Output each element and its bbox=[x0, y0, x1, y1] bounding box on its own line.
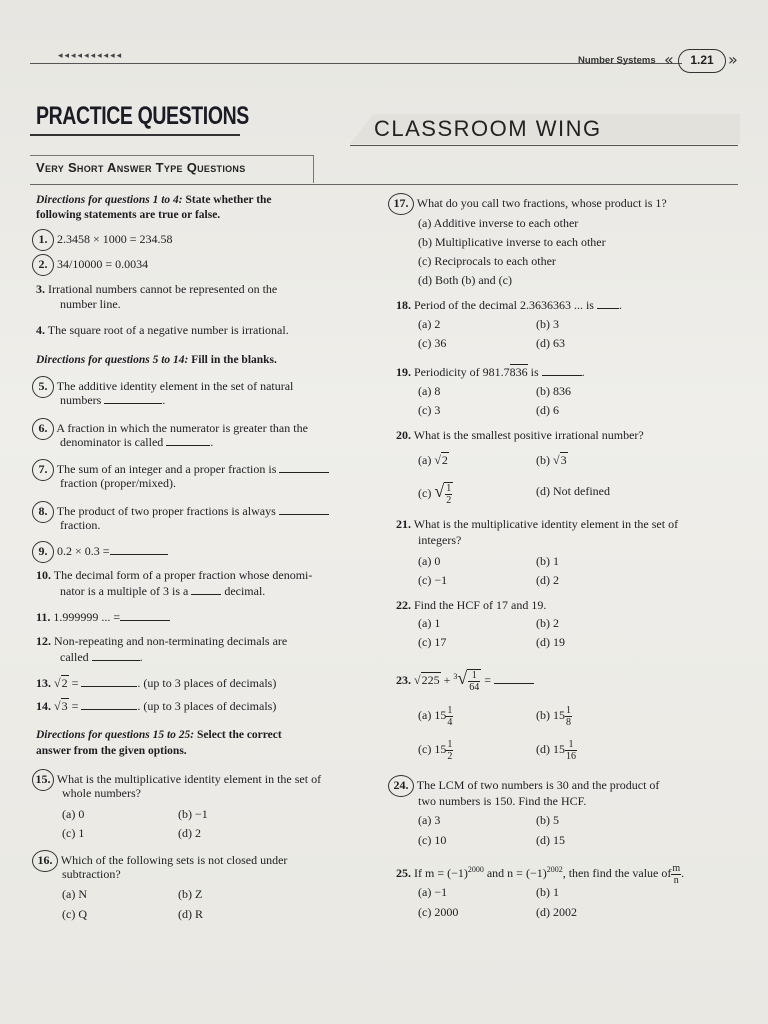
question-11 bbox=[36, 609, 170, 625]
option-c[interactable]: (c) −1 bbox=[418, 573, 448, 587]
option-a[interactable] bbox=[418, 702, 453, 728]
section-heading: Very Short Answer Type Questions bbox=[36, 160, 246, 175]
answer-blank bbox=[191, 583, 221, 595]
option-d[interactable]: (d) Both (b) and (c) bbox=[418, 273, 512, 287]
option-a[interactable]: (a) 3 bbox=[418, 813, 441, 827]
chevron-right-icon: » bbox=[728, 50, 738, 69]
denominator: 16 bbox=[566, 750, 576, 762]
equals-sign: = bbox=[68, 699, 79, 713]
denominator: n bbox=[673, 874, 679, 886]
question-number-circle: 15. bbox=[32, 769, 54, 791]
answer-blank bbox=[92, 649, 140, 661]
option-c[interactable]: (c) Q bbox=[62, 907, 87, 921]
question-text: The decimal form of a proper fraction whose denomi- bbox=[53, 568, 313, 582]
fraction bbox=[467, 669, 481, 693]
answer-blank bbox=[166, 434, 210, 446]
question-10-line2 bbox=[60, 583, 265, 599]
answer-blank bbox=[81, 698, 137, 710]
question-text: called bbox=[60, 650, 89, 664]
numerator: 1 bbox=[468, 670, 480, 682]
question-text: numbers bbox=[60, 393, 102, 407]
directions-3 bbox=[36, 727, 282, 743]
question-text: What is the multiplicative identity element in the set of bbox=[56, 772, 322, 786]
equals-sign: = bbox=[481, 673, 492, 687]
question-number-circle: 24. bbox=[388, 775, 414, 797]
classroom-underline bbox=[350, 145, 738, 146]
question-number-circle: 2. bbox=[32, 254, 54, 276]
option-c[interactable]: (c) 1 bbox=[62, 826, 85, 840]
answer-blank bbox=[597, 297, 619, 309]
numerator: 1 bbox=[566, 704, 571, 716]
option-d[interactable]: (d) R bbox=[178, 907, 203, 921]
question-1 bbox=[36, 229, 173, 251]
option-d[interactable]: (d) 2002 bbox=[536, 905, 577, 919]
option-d[interactable]: (d) 6 bbox=[536, 403, 559, 417]
directions-3-line2: answer from the given options. bbox=[36, 745, 187, 757]
directions-1 bbox=[36, 192, 272, 208]
option-b[interactable]: (b) 836 bbox=[536, 384, 571, 398]
question-text: decimal. bbox=[224, 584, 266, 598]
option-label: (c) bbox=[418, 486, 432, 500]
question-text: 0.2 × 0.3 = bbox=[57, 544, 110, 558]
question-text: A fraction in which the numerator is greater than the bbox=[56, 421, 308, 435]
page-number: 1.21 bbox=[678, 49, 726, 73]
question-25 bbox=[396, 856, 684, 884]
question-number-circle: 6. bbox=[32, 418, 54, 440]
root-index: 3 bbox=[453, 672, 458, 681]
question-4 bbox=[36, 322, 289, 338]
answer-blank bbox=[494, 672, 534, 684]
plus-sign: + bbox=[440, 673, 454, 687]
question-15-line2: whole numbers? bbox=[62, 786, 141, 800]
option-a[interactable]: (a) 8 bbox=[418, 384, 441, 398]
option-a[interactable]: (a) 1 bbox=[418, 616, 441, 630]
option-c[interactable] bbox=[418, 736, 453, 762]
option-b[interactable]: (b) Multiplicative inverse to each other bbox=[418, 235, 606, 249]
classroom-wing-title: CLASSROOM WING bbox=[374, 116, 602, 141]
question-24-line2: two numbers is 150. Find the HCF. bbox=[418, 794, 587, 808]
option-d[interactable] bbox=[536, 736, 577, 762]
option-b[interactable] bbox=[536, 702, 572, 728]
question-number: 19. bbox=[396, 365, 411, 379]
question-text: Find the HCF of 17 and 19. bbox=[414, 598, 547, 612]
question-14: 14. √3 = . (up to 3 places of decimals) bbox=[36, 699, 277, 713]
question-number-circle: 1. bbox=[32, 229, 54, 251]
question-text: Period of the decimal 2.3636363 ... is bbox=[414, 298, 594, 312]
option-d[interactable]: (d) 15 bbox=[536, 833, 565, 847]
question-number: 11. bbox=[36, 610, 51, 624]
chevron-left-icon: « bbox=[664, 50, 674, 69]
directions-3-rest: Select the correct bbox=[194, 729, 282, 741]
question-text: If m = (−1) bbox=[414, 866, 468, 880]
question-number: 23. bbox=[396, 673, 411, 687]
option-c[interactable]: (c) 17 bbox=[418, 635, 447, 649]
option-a[interactable]: (a) √2 bbox=[418, 453, 448, 467]
answer-blank bbox=[279, 461, 329, 473]
option-c[interactable]: (c) 2000 bbox=[418, 905, 459, 919]
question-text: What is the smallest positive irrational number? bbox=[413, 428, 644, 442]
option-a[interactable]: (a) −1 bbox=[418, 885, 448, 899]
option-d[interactable]: (d) 2 bbox=[536, 573, 559, 587]
option-a[interactable]: (a) Additive inverse to each other bbox=[418, 216, 579, 230]
question-number-circle: 8. bbox=[32, 501, 54, 523]
option-a[interactable]: (a) N bbox=[62, 887, 87, 901]
question-text: Irrational numbers cannot be represented on the bbox=[48, 282, 278, 296]
radical-sign: √ bbox=[457, 668, 468, 688]
directions-3-prefix: Directions for questions 15 to 25: bbox=[36, 729, 195, 741]
question-number: 10. bbox=[36, 568, 51, 582]
radicand: 3 bbox=[61, 699, 68, 713]
question-text: What is the multiplicative identity element in the set of bbox=[413, 517, 679, 531]
option-label: (b) 15 bbox=[536, 708, 565, 722]
question-23: 23. √225 + $^3$√ $\frac{1}{64}$ = bbox=[396, 662, 534, 692]
option-d[interactable]: (d) 2 bbox=[178, 826, 201, 840]
question-text: nator is a multiple of 3 is a bbox=[60, 584, 189, 598]
practice-questions-title: PRACTICE QUESTIONS bbox=[36, 102, 249, 130]
directions-1-prefix: Directions for questions 1 to 4: bbox=[36, 194, 183, 206]
option-b[interactable]: (b) 1 bbox=[536, 885, 559, 899]
question-text: The LCM of two numbers is 30 and the product of bbox=[416, 778, 660, 792]
question-17 bbox=[392, 193, 667, 215]
question-number-circle: 9. bbox=[32, 541, 54, 563]
denominator: 64 bbox=[469, 682, 480, 694]
option-b[interactable]: (b) 1 bbox=[536, 554, 559, 568]
directions-1-line2: following statements are true or false. bbox=[36, 209, 221, 221]
denominator: 4 bbox=[447, 716, 453, 728]
question-number: 22. bbox=[396, 598, 411, 612]
question-7-line2: fraction (proper/mixed). bbox=[60, 476, 176, 490]
radicand: 2 bbox=[61, 676, 68, 690]
option-b[interactable]: (b) 3 bbox=[536, 317, 559, 331]
question-9 bbox=[36, 541, 168, 563]
option-b[interactable]: (b) √3 bbox=[536, 453, 567, 467]
question-16-line2: subtraction? bbox=[62, 867, 121, 881]
fraction bbox=[565, 739, 577, 762]
option-c[interactable]: (c) Reciprocals to each other bbox=[418, 254, 556, 268]
question-8-line2: fraction. bbox=[60, 518, 101, 532]
question-21 bbox=[396, 516, 678, 532]
option-c[interactable] bbox=[418, 478, 453, 508]
numerator: 1 bbox=[446, 483, 452, 495]
denominator: 2 bbox=[446, 495, 452, 507]
question-number: 4. bbox=[36, 323, 45, 337]
question-number: 14. bbox=[36, 699, 51, 713]
option-a[interactable]: (a) 0 bbox=[418, 554, 441, 568]
numerator: 1 bbox=[565, 739, 577, 751]
question-text: Periodicity of 981.7 bbox=[414, 365, 510, 379]
section-rule bbox=[30, 184, 738, 185]
question-number-circle: 7. bbox=[32, 459, 54, 481]
numerator: m bbox=[672, 862, 681, 874]
question-number: 12. bbox=[36, 634, 51, 648]
question-text: . (up to 3 places of decimals) bbox=[137, 699, 277, 713]
radicand: 2 bbox=[441, 453, 448, 467]
question-text: is bbox=[527, 365, 539, 379]
denominator: 8 bbox=[566, 716, 571, 728]
question-text: The additive identity element in the set of natural bbox=[56, 379, 294, 393]
question-number-circle: 17. bbox=[388, 193, 414, 215]
numerator: 1 bbox=[447, 704, 453, 716]
option-b[interactable]: (b) Z bbox=[178, 887, 203, 901]
question-number: 13. bbox=[36, 676, 51, 690]
option-d[interactable]: (d) Not defined bbox=[536, 484, 610, 498]
question-6-line2: denominator is called . bbox=[60, 435, 214, 449]
question-text: The sum of an integer and a proper fraction is bbox=[56, 462, 277, 476]
question-text: , then find the value of bbox=[562, 866, 672, 880]
option-c[interactable]: (c) 10 bbox=[418, 833, 447, 847]
exponent: 2002 bbox=[546, 865, 563, 874]
option-label: (b) bbox=[536, 453, 550, 467]
question-number: 18. bbox=[396, 298, 411, 312]
option-label: (a) bbox=[418, 453, 432, 467]
question-text: The square root of a negative number is irrational. bbox=[47, 323, 289, 337]
denominator: 2 bbox=[447, 750, 453, 762]
fraction bbox=[565, 705, 572, 728]
question-text: 2.3458 × 1000 = 234.58 bbox=[57, 232, 173, 246]
radical-sign: √ bbox=[434, 481, 445, 501]
question-number: 3. bbox=[36, 282, 45, 296]
answer-blank bbox=[104, 392, 162, 404]
question-number: 21. bbox=[396, 517, 411, 531]
question-text: Non-repeating and non-terminating decimals are bbox=[54, 634, 288, 648]
answer-blank bbox=[279, 503, 329, 515]
radicand: 3 bbox=[560, 453, 567, 467]
question-13: 13. √2 = . (up to 3 places of decimals) bbox=[36, 676, 277, 690]
title-underline bbox=[30, 134, 240, 136]
question-text: Which of the following sets is not closed under bbox=[60, 853, 288, 867]
question-5-line2: numbers . bbox=[60, 393, 166, 407]
equals-sign: = bbox=[68, 676, 79, 690]
question-text: . (up to 3 places of decimals) bbox=[137, 676, 277, 690]
fraction bbox=[446, 739, 453, 762]
question-number-circle: 16. bbox=[32, 850, 58, 872]
question-12-line2: called . bbox=[60, 650, 143, 664]
option-b[interactable]: (b) 2 bbox=[536, 616, 559, 630]
option-label: (d) 15 bbox=[536, 742, 565, 756]
directions-2 bbox=[36, 352, 277, 368]
fraction bbox=[446, 705, 453, 728]
question-21-line2: integers? bbox=[418, 533, 462, 547]
answer-blank bbox=[81, 675, 137, 687]
directions-2-prefix: Directions for questions 5 to 14: bbox=[36, 354, 189, 366]
question-3 bbox=[36, 281, 277, 297]
question-12 bbox=[36, 633, 287, 649]
question-20 bbox=[396, 427, 644, 443]
option-b[interactable]: (b) −1 bbox=[178, 807, 208, 821]
header-dots: ◂◂◂◂◂◂◂◂◂◂ bbox=[58, 50, 124, 60]
option-a[interactable]: (a) 2 bbox=[418, 317, 441, 331]
option-a[interactable]: (a) 0 bbox=[62, 807, 85, 821]
option-d[interactable]: (d) 63 bbox=[536, 336, 565, 350]
fraction bbox=[444, 482, 453, 506]
directions-1-rest: State whether the bbox=[182, 194, 272, 206]
question-text: and n = (−1) bbox=[483, 866, 547, 880]
question-10 bbox=[36, 567, 312, 583]
question-text: What do you call two fractions, whose product is 1? bbox=[416, 196, 667, 210]
question-number: 20. bbox=[396, 428, 411, 442]
option-label: (a) 15 bbox=[418, 708, 447, 722]
running-head: Number Systems bbox=[578, 55, 656, 66]
option-d[interactable]: (d) 19 bbox=[536, 635, 565, 649]
radicand: 225 bbox=[421, 673, 440, 687]
fraction bbox=[671, 863, 681, 886]
answer-blank bbox=[120, 609, 170, 621]
option-label: (c) 15 bbox=[418, 742, 447, 756]
question-text: . bbox=[681, 866, 685, 880]
option-b[interactable]: (b) 5 bbox=[536, 813, 559, 827]
question-number: 25. bbox=[396, 866, 411, 880]
question-19: 19. Periodicity of 981.7836 is . bbox=[396, 365, 585, 379]
question-text: The product of two proper fractions is always bbox=[56, 504, 276, 518]
question-text: 34/10000 = 0.0034 bbox=[57, 257, 149, 271]
answer-blank bbox=[542, 364, 582, 376]
directions-2-rest: Fill in the blanks. bbox=[188, 354, 277, 366]
exponent: 2000 bbox=[467, 865, 484, 874]
question-2 bbox=[36, 254, 148, 276]
option-c[interactable]: (c) 36 bbox=[418, 336, 447, 350]
question-22 bbox=[396, 597, 546, 613]
question-18: 18. Period of the decimal 2.3636363 ... is . bbox=[396, 298, 622, 312]
option-c[interactable]: (c) 3 bbox=[418, 403, 441, 417]
question-3-line2: number line. bbox=[60, 297, 121, 311]
question-text: 1.999999 ... = bbox=[53, 610, 121, 624]
question-number-circle: 5. bbox=[32, 376, 54, 398]
repeating-digits: 836 bbox=[509, 365, 528, 379]
numerator: 1 bbox=[447, 738, 453, 750]
answer-blank bbox=[110, 543, 168, 555]
question-text: denominator is called bbox=[60, 435, 164, 449]
